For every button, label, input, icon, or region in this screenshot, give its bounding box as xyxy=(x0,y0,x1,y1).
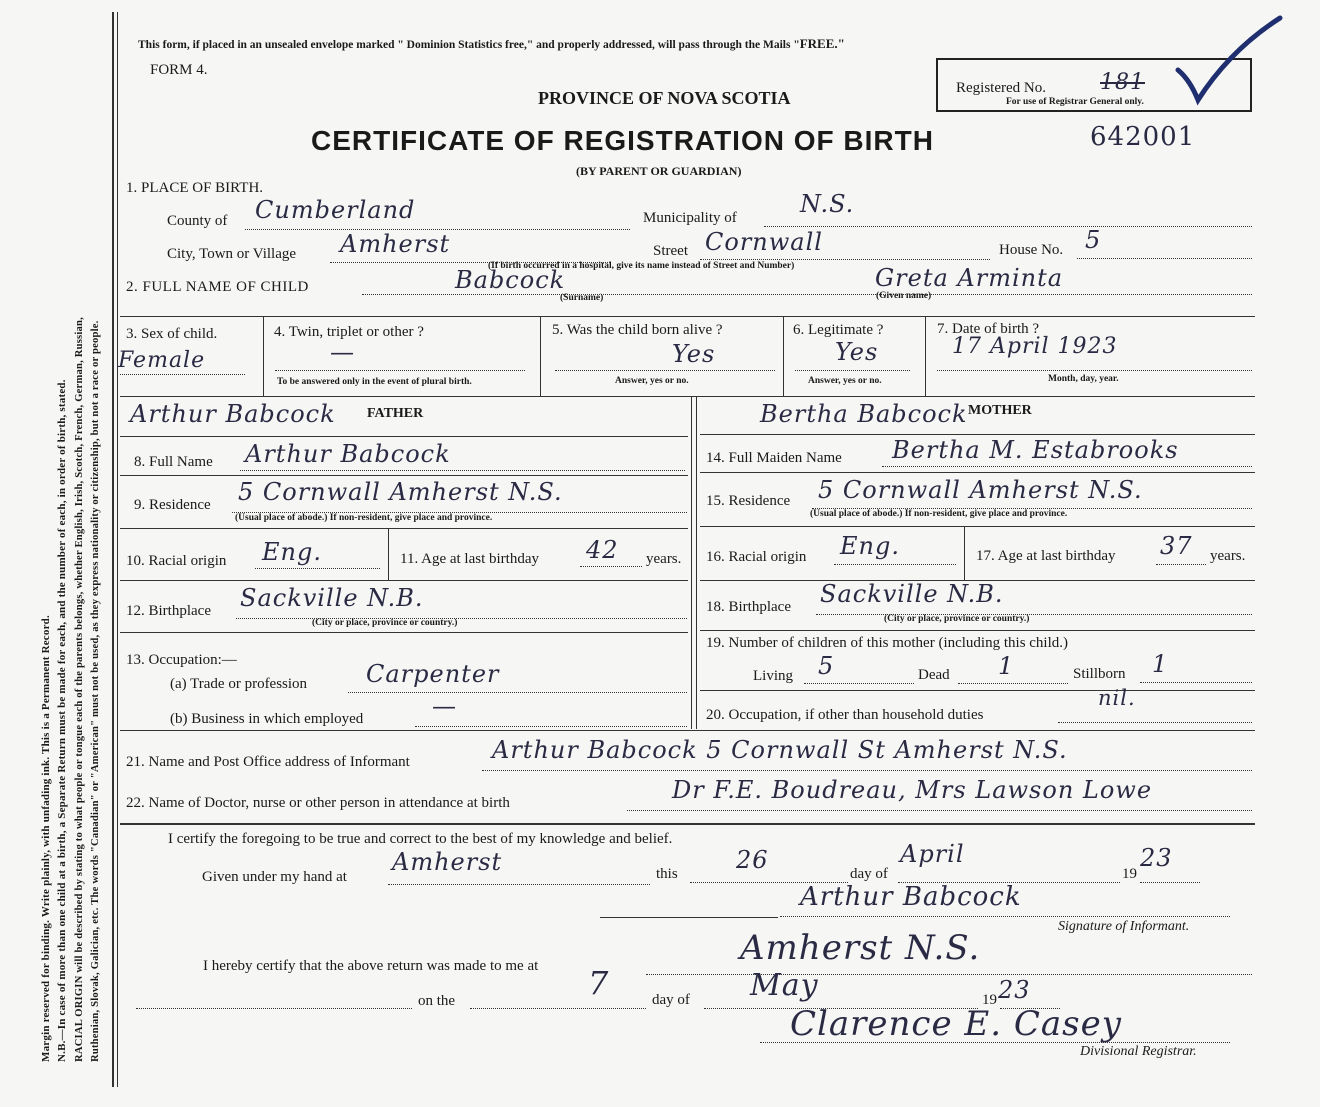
legitimate-label: 6. Legitimate ? xyxy=(793,322,884,338)
informant-label: 21. Name and Post Office address of Informant xyxy=(126,754,410,770)
informant-value: Arthur Babcock 5 Cornwall St Amherst N.S. xyxy=(492,736,1068,764)
dob-note: Month, day, year. xyxy=(1048,374,1119,384)
mother-birthplace-label: 18. Birthplace xyxy=(706,599,791,615)
dead-label: Dead xyxy=(918,667,950,683)
mother-header-name: Bertha Babcock xyxy=(760,400,968,428)
return-place: Amherst N.S. xyxy=(740,928,981,968)
year-prefix: 19 xyxy=(1122,866,1137,882)
registered-value: 181 xyxy=(1100,70,1145,95)
mother-heading: MOTHER xyxy=(968,403,1032,418)
father-residence-label: 9. Residence xyxy=(134,497,211,513)
mother-birthplace-note: (City or place, province or country.) xyxy=(884,614,1030,624)
dob-label: 7. Date of birth ? xyxy=(937,321,1040,337)
certify-statement: I certify the foregoing to be true and correct to the best of my knowledge and belief. xyxy=(168,831,673,847)
mother-maiden-label: 14. Full Maiden Name xyxy=(706,450,842,466)
twin-label: 4. Twin, triplet or other ? xyxy=(274,324,424,340)
binding-margin-line-inner xyxy=(117,12,118,1087)
father-age: 42 xyxy=(586,536,619,564)
city-value: Amherst xyxy=(340,230,451,258)
return-day-of-label: day of xyxy=(652,992,690,1008)
racial-note-line2: Ruthenian, Slovak, Galician, etc. The words "Canadian" or "American" must not be used, as they express nationality or citizenship, but not a race or people. xyxy=(90,320,101,1062)
given-caption: (Given name) xyxy=(876,291,932,301)
return-month: May xyxy=(750,968,819,1003)
municipality-label: Municipality of xyxy=(643,210,737,226)
stillborn-label: Stillborn xyxy=(1073,666,1126,682)
twin-note: To be answered only in the event of plural birth. xyxy=(277,377,472,387)
on-the-label: on the xyxy=(418,993,456,1009)
legitimate-value: Yes xyxy=(835,338,879,366)
registered-label: Registered No. xyxy=(956,80,1046,96)
registrar-signature: Clarence E. Casey xyxy=(790,1004,1122,1044)
cert-day: 26 xyxy=(736,846,769,874)
province-title: PROVINCE OF NOVA SCOTIA xyxy=(538,88,791,108)
mother-residence-note: (Usual place of abode.) If non-resident, give place and province. xyxy=(810,509,1068,519)
county-value: Cumberland xyxy=(255,196,416,224)
mother-racial: Eng. xyxy=(840,532,900,560)
child-surname: Babcock xyxy=(455,266,566,294)
return-year: 23 xyxy=(998,976,1031,1004)
mail-notice: This form, if placed in an unsealed envelope marked " Dominion Statistics free," and properly addressed, will pass through the Mails "FREE." xyxy=(138,36,845,51)
father-header-name: Arthur Babcock xyxy=(130,400,336,428)
child-given-name: Greta Arminta xyxy=(875,264,1064,292)
child-name-label: 2. FULL NAME OF CHILD xyxy=(126,279,309,295)
doctor-label: 22. Name of Doctor, nurse or other person in attendance at birth xyxy=(126,795,510,811)
business-label: (b) Business in which employed xyxy=(170,711,364,727)
alive-value: Yes xyxy=(672,340,716,368)
father-residence: 5 Cornwall Amherst N.S. xyxy=(238,478,563,506)
business-value: — xyxy=(432,692,457,720)
alive-label: 5. Was the child born alive ? xyxy=(552,322,723,338)
father-birthplace: Sackville N.B. xyxy=(240,584,424,612)
mother-birthplace: Sackville N.B. xyxy=(820,580,1004,608)
racial-note-line1: RACIAL ORIGIN will be described by stating to what people or tongue each of the parents belongs, whether English, Irish, Scotch, French, German, Russian, xyxy=(74,317,85,1062)
mother-racial-label: 16. Racial origin xyxy=(706,549,807,565)
street-label: Street xyxy=(653,243,688,259)
father-fullname-label: 8. Full Name xyxy=(134,454,213,470)
county-label: County of xyxy=(167,213,228,229)
doctor-value: Dr F.E. Boudreau, Mrs Lawson Lowe xyxy=(672,776,1153,804)
twin-value: — xyxy=(330,338,355,366)
trade-value: Carpenter xyxy=(366,660,500,688)
father-residence-note: (Usual place of abode.) If non-resident, give place and province. xyxy=(235,513,493,523)
informant-signature: Arthur Babcock xyxy=(800,882,1022,912)
father-age-label: 11. Age at last birthday xyxy=(400,551,539,567)
father-racial: Eng. xyxy=(262,538,322,566)
return-year-prefix: 19 xyxy=(982,992,997,1008)
cert-year: 23 xyxy=(1140,844,1173,872)
mother-occupation: nil. xyxy=(1098,686,1136,710)
mother-occupation-label: 20. Occupation, if other than household duties xyxy=(706,707,984,723)
street-value: Cornwall xyxy=(705,228,823,256)
binding-margin-line xyxy=(112,12,114,1087)
mother-residence-label: 15. Residence xyxy=(706,493,791,509)
checkmark-icon xyxy=(1170,10,1290,110)
mother-years: years. xyxy=(1210,548,1246,564)
this-label: this xyxy=(656,866,678,882)
hospital-note: (If birth occurred in a hospital, give its name instead of Street and Number) xyxy=(488,261,795,271)
mother-maiden: Bertha M. Estabrooks xyxy=(892,436,1179,464)
father-birthplace-label: 12. Birthplace xyxy=(126,603,211,619)
place-of-birth-section: 1. PLACE OF BIRTH. xyxy=(126,180,264,196)
nb-note: N.B.—In case of more than one child at a birth, a Separate Return must be made for each, and the number of each, in order of birth, stated. xyxy=(56,379,68,1062)
registrar-caption: Divisional Registrar. xyxy=(1080,1044,1197,1059)
margin-note: Margin reserved for binding. Write plainly, with unfading ink. This is a Permanent Record. xyxy=(40,615,52,1062)
day-of-label: day of xyxy=(850,866,888,882)
municipality-value: N.S. xyxy=(800,190,855,218)
sex-label: 3. Sex of child. xyxy=(126,326,218,342)
signature-caption: Signature of Informant. xyxy=(1058,919,1190,934)
city-label: City, Town or Village xyxy=(167,246,297,262)
mother-residence: 5 Cornwall Amherst N.S. xyxy=(818,476,1143,504)
sex-value: Female xyxy=(118,348,206,373)
given-label: Given under my hand at xyxy=(202,869,347,885)
return-label: I hereby certify that the above return was made to me at xyxy=(203,958,539,974)
stillborn-value: 1 xyxy=(1152,650,1169,678)
trade-label: (a) Trade or profession xyxy=(170,676,308,692)
father-years: years. xyxy=(646,551,682,567)
father-occupation-label: 13. Occupation:— xyxy=(126,652,237,668)
surname-caption: (Surname) xyxy=(560,293,604,303)
alive-note: Answer, yes or no. xyxy=(615,376,689,386)
dob-value: 17 April 1923 xyxy=(952,334,1118,359)
house-value: 5 xyxy=(1085,226,1102,254)
return-day: 7 xyxy=(588,964,610,1002)
mother-age: 37 xyxy=(1160,532,1193,560)
living-value: 5 xyxy=(818,652,835,680)
registrar-note: For use of Registrar General only. xyxy=(1006,97,1144,107)
father-birthplace-note: (City or place, province or country.) xyxy=(312,618,458,628)
form-label: FORM 4. xyxy=(150,62,208,78)
page-title: CERTIFICATE OF REGISTRATION OF BIRTH xyxy=(311,125,934,156)
house-label: House No. xyxy=(999,242,1064,258)
father-fullname: Arthur Babcock xyxy=(245,440,451,468)
given-place: Amherst xyxy=(392,848,503,876)
children-label: 19. Number of children of this mother (including this child.) xyxy=(706,635,1069,651)
mother-age-label: 17. Age at last birthday xyxy=(976,548,1116,564)
cert-month: April xyxy=(900,840,965,868)
page-subtitle: (BY PARENT OR GUARDIAN) xyxy=(576,164,742,178)
living-label: Living xyxy=(753,668,793,684)
father-heading: FATHER xyxy=(367,406,424,421)
father-racial-label: 10. Racial origin xyxy=(126,553,227,569)
certificate-number: 642001 xyxy=(1090,122,1196,152)
dead-value: 1 xyxy=(998,652,1015,680)
legitimate-note: Answer, yes or no. xyxy=(808,376,882,386)
